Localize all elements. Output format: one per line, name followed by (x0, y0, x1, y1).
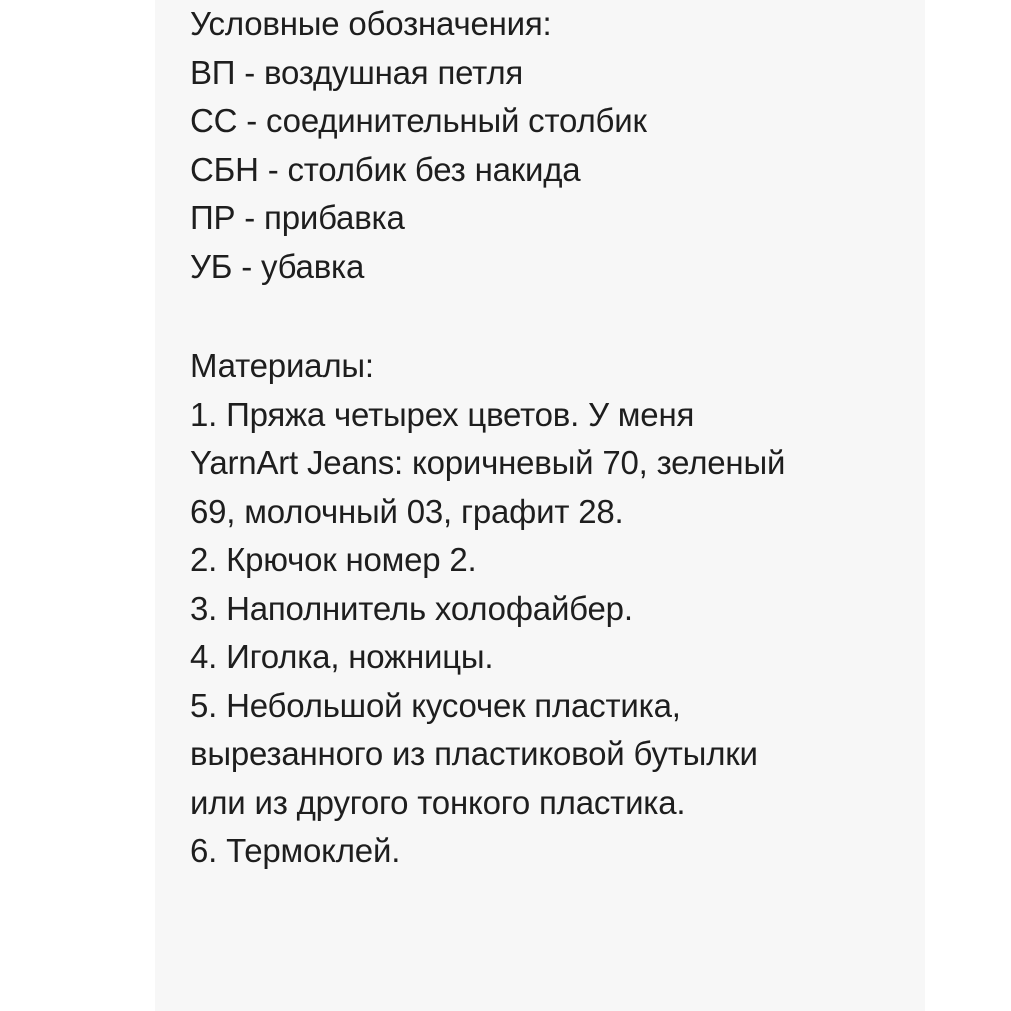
legend-item: СБН - столбик без накида (190, 150, 581, 188)
legend-item: СС - соединительный столбик (190, 102, 647, 139)
materials-line: 3. Наполнитель холофайбер. (190, 589, 633, 627)
legend-item: ВП - воздушная петля (190, 53, 524, 91)
materials-line: 6. Термоклей. (190, 832, 401, 869)
legend-item: ПР - прибавка (190, 199, 405, 236)
materials-title: Материалы: (190, 347, 374, 384)
materials-line: 2. Крючок номер 2. (190, 541, 477, 578)
materials-line: или из другого тонкого пластика. (190, 783, 686, 821)
materials-line: 5. Небольшой кусочек пластика, (190, 686, 681, 724)
legend-item: УБ - убавка (190, 247, 365, 285)
legend-section (190, 0, 647, 291)
materials-line: 1. Пряжа четырех цветов. У меня (190, 395, 695, 433)
materials-line: 4. Иголка, ножницы. (190, 638, 494, 675)
legend-title: Условные обозначения: (190, 5, 552, 42)
materials-section (190, 342, 785, 876)
materials-line: YarnArt Jeans: коричневый 70, зеленый (190, 444, 786, 481)
materials-line: вырезанного из пластиковой бутылки (190, 735, 758, 772)
materials-line: 69, молочный 03, графит 28. (190, 492, 624, 530)
